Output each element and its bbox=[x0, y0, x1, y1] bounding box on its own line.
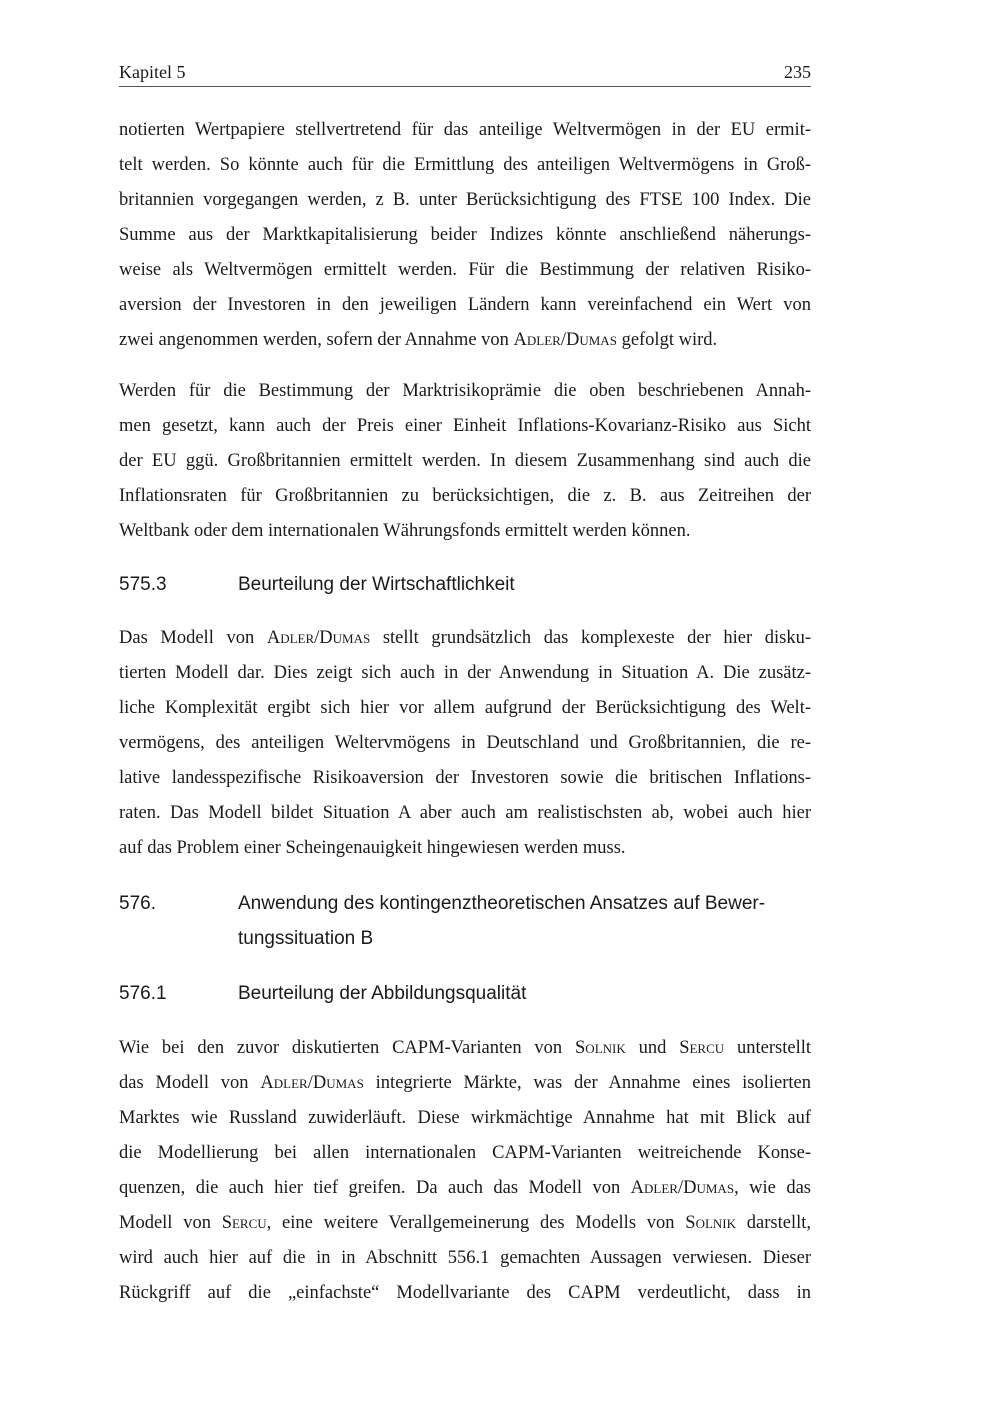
text-line: Rückgriff auf die „einfachste“ Modellvariante des CAPM verdeutlicht, dass in bbox=[119, 1283, 811, 1303]
text-line: Werden für die Bestimmung der Marktrisikoprämie die oben beschriebenen Annah- bbox=[119, 381, 811, 401]
section-title bbox=[238, 567, 811, 602]
paragraph-2 bbox=[119, 374, 811, 549]
text-line: auf das Problem einer Scheingenauigkeit hingewiesen werden muss. bbox=[119, 838, 626, 858]
text-line: tierten Modell dar. Dies zeigt sich auch in der Anwendung in Situation A. Die zusätz- bbox=[119, 663, 811, 683]
text-line bbox=[119, 621, 811, 656]
author-name: Adler bbox=[513, 330, 561, 350]
author-separator: / bbox=[677, 1178, 684, 1198]
text-line: wird auch hier auf die in in Abschnitt 556.1 gemachten Aussagen verwiesen. Dieser bbox=[119, 1248, 811, 1268]
text-line: men gesetzt, kann auch der Preis einer Einheit Inflations-Kovarianz-Risiko aus Sicht bbox=[119, 416, 811, 436]
text-line: notierten Wertpapiere stellvertretend für das anteilige Weltvermögen in der EU ermit- bbox=[119, 120, 811, 140]
section-title bbox=[238, 886, 811, 956]
section-title-line: Beurteilung der Abbildungsqualität bbox=[238, 983, 527, 1004]
text-run: zwei angenommen werden, sofern der Annahme von bbox=[119, 330, 514, 350]
text-line bbox=[119, 1171, 811, 1206]
section-number: 576. bbox=[119, 893, 156, 914]
author-name: Adler bbox=[630, 1178, 678, 1198]
text-line: Marktes wie Russland zuwiderläuft. Diese wirkmächtige Annahme hat mit Blick auf bbox=[119, 1108, 811, 1128]
text-line: Inflationsraten für Großbritannien zu berücksichtigen, die z. B. aus Zeitreihen der bbox=[119, 486, 811, 506]
text-run: integrierte Märkte, was der Annahme eines isolierten bbox=[363, 1073, 811, 1093]
text-run: , eine weitere Verallgemeinerung des Modells von bbox=[266, 1213, 686, 1233]
text-run: und bbox=[625, 1038, 680, 1058]
paragraph-1 bbox=[119, 113, 811, 358]
author-name: Dumas bbox=[683, 1178, 735, 1198]
text-run: stellt grundsätzlich das komplexeste der hier disku- bbox=[370, 628, 811, 648]
author-name: Solnik bbox=[575, 1038, 626, 1058]
text-run: das Modell von bbox=[119, 1073, 261, 1093]
paragraph-3 bbox=[119, 621, 811, 866]
text-line: der EU ggü. Großbritannien ermittelt werden. In diesem Zusammenhang sind auch die bbox=[119, 451, 811, 471]
author-separator: / bbox=[307, 1073, 313, 1093]
text-line bbox=[119, 1031, 811, 1066]
section-number: 575.3 bbox=[119, 574, 167, 595]
text-line: Summe aus der Marktkapitalisierung beider Indizes könnte anschließend näherungs- bbox=[119, 225, 811, 245]
text-line: aversion der Investoren in den jeweiligen Ländern kann vereinfachend ein Wert von bbox=[119, 295, 811, 315]
author-name: Adler bbox=[260, 1073, 308, 1093]
author-separator: / bbox=[314, 628, 320, 648]
author-name: Dumas bbox=[319, 628, 371, 648]
text-line: Weltbank oder dem internationalen Währungsfonds ermittelt werden können. bbox=[119, 521, 691, 541]
text-run: , wie das bbox=[734, 1178, 811, 1198]
text-line: raten. Das Modell bildet Situation A aber auch am realistischsten ab, wobei auch hier bbox=[119, 803, 811, 823]
text-run: unterstellt bbox=[724, 1038, 812, 1058]
text-line: die Modellierung bei allen internationalen CAPM-Varianten weitreichende Konse- bbox=[119, 1143, 811, 1163]
text-line bbox=[119, 1206, 811, 1241]
section-number: 576.1 bbox=[119, 983, 167, 1004]
text-line bbox=[119, 323, 811, 358]
author-name: Sercu bbox=[679, 1038, 725, 1058]
text-run: gefolgt wird. bbox=[616, 330, 718, 350]
running-header bbox=[119, 60, 811, 87]
author-name: Sercu bbox=[221, 1213, 267, 1233]
text-line: weise als Weltvermögen ermittelt werden. Für die Bestimmung der relativen Risiko- bbox=[119, 260, 811, 280]
paragraph-4 bbox=[119, 1031, 811, 1311]
author-name: Adler bbox=[266, 628, 315, 648]
text-line: britannien vorgegangen werden, z B. unter Berücksichtigung des FTSE 100 Index. Die bbox=[119, 190, 811, 210]
section-title-line: Beurteilung der Wirtschaftlichkeit bbox=[238, 574, 515, 595]
section-title-line: Anwendung des kontingenztheoretischen Ansatzes auf Bewer- bbox=[238, 893, 766, 914]
text-line: liche Komplexität ergibt sich hier vor allem aufgrund der Berücksichtigung des Welt- bbox=[119, 698, 811, 718]
page-number: 235 bbox=[784, 62, 811, 82]
chapter-label: Kapitel 5 bbox=[119, 62, 186, 82]
author-name: Dumas bbox=[566, 330, 617, 350]
text-line bbox=[119, 1066, 811, 1101]
section-title-line: tungssituation B bbox=[238, 928, 374, 949]
text-line: telt werden. So könnte auch für die Ermittlung des anteiligen Weltvermögens in Groß- bbox=[119, 155, 811, 175]
section-title bbox=[238, 976, 811, 1011]
author-separator: / bbox=[560, 330, 566, 350]
author-name: Dumas bbox=[312, 1073, 364, 1093]
text-run: Das Modell von bbox=[119, 628, 267, 648]
text-run: Wie bei den zuvor diskutierten CAPM-Varianten von bbox=[119, 1038, 576, 1058]
text-line: vermögens, des anteiligen Weltervmögens in Deutschland und Großbritannien, die re- bbox=[119, 733, 811, 753]
text-line: lative landesspezifische Risikoaversion der Investoren sowie die britischen Inflations- bbox=[119, 768, 811, 788]
text-run: quenzen, die auch hier tief greifen. Da auch das Modell von bbox=[119, 1178, 631, 1198]
author-name: Solnik bbox=[685, 1213, 737, 1233]
text-run: Modell von bbox=[119, 1213, 222, 1233]
text-run: darstellt, bbox=[736, 1213, 811, 1233]
